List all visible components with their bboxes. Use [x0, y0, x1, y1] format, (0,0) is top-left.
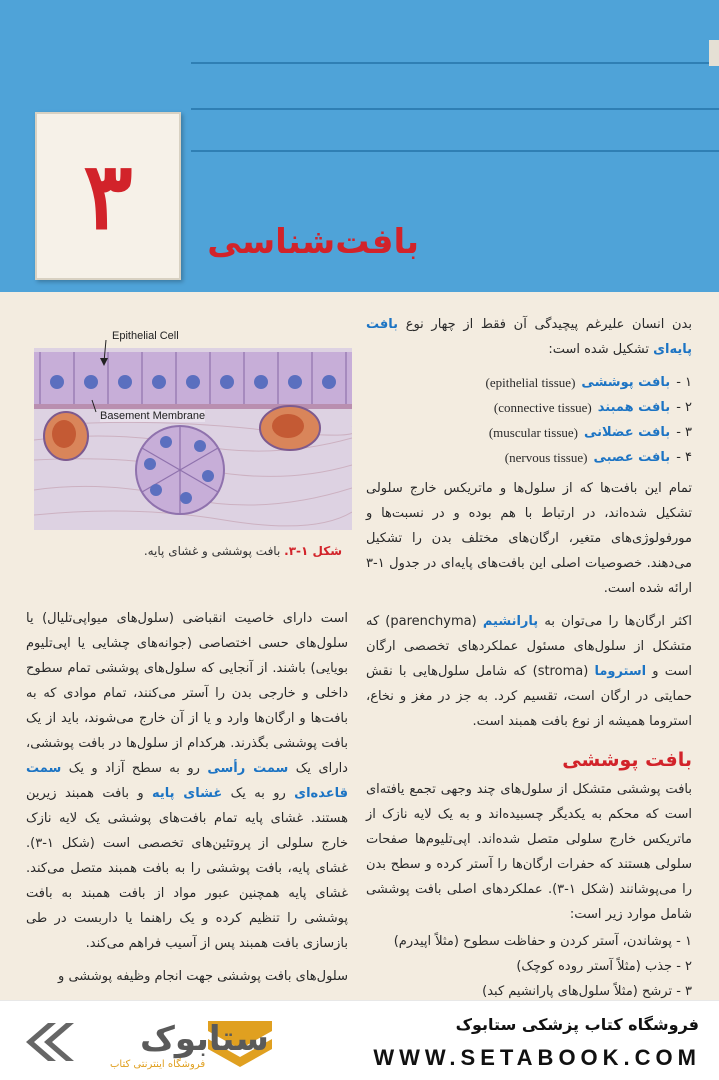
list-number: ۴ -	[676, 450, 692, 465]
tissue-latin: (epithelial tissue)	[485, 375, 576, 390]
tissue-list	[366, 370, 692, 470]
store-name: فروشگاه کتاب پزشکی ستابوک	[455, 1015, 699, 1034]
list-item	[366, 420, 692, 445]
function-list	[366, 929, 692, 1000]
section-heading: بافت پوششی	[562, 749, 692, 771]
term-basement-membrane: غشای پایه	[152, 786, 223, 801]
list-item: ۱ - پوشاندن، آستر کردن و حفاظت سطوح (مثلاً اپیدرم)	[393, 934, 692, 949]
left-column	[26, 606, 348, 997]
paragraph-text: اکثر ارگان‌ها را می‌توان به	[544, 614, 692, 629]
epithelium-paragraph: بافت پوششی متشکل از سلول‌های چند وجهی تجمع یافته‌ای است که محکم به یکدیگر چسبیده‌اند و به یک لایه نازک از ماتریکس خارج سلولی متصل شده‌اند. اپی‌تلیوم‌ها صفحات سلولی هستند که حفرات ارگان‌ها را آستر کرده و سطح بدن را می‌پوشانند (شکل ۱-۳). عملکردهای اصلی بافت پوششی شامل موارد زیر است:	[366, 782, 692, 922]
store-url[interactable]: WWW.SETABOOK.COM	[373, 1045, 701, 1070]
term-basal-side: سمت قاعده‌ای	[26, 761, 348, 801]
chapter-number: ۳	[83, 142, 133, 250]
epithelium-illustration	[34, 330, 352, 530]
tissue-latin: (nervous tissue)	[504, 450, 588, 465]
header-stripe	[191, 62, 719, 64]
figure-caption	[22, 544, 342, 558]
right-column	[366, 312, 692, 1000]
tissue-latin: (connective tissue)	[493, 400, 592, 415]
gland-acinus	[136, 426, 224, 514]
header-stripe	[191, 150, 719, 152]
chapter-header	[0, 0, 719, 292]
tissue-name: بافت پوششی	[581, 375, 671, 390]
term-parenchyma: پارانشیم	[482, 614, 539, 629]
list-number: ۲ -	[676, 400, 692, 415]
label-epithelial-cell: Epithelial Cell	[112, 330, 179, 342]
label-basement-membrane: Basement Membrane	[100, 410, 206, 422]
store-banner	[0, 1000, 719, 1080]
paragraph-text: و بافت همبند زیرین هستند. غشای پایه تمام بافت‌های پوششی یک لایه نازک خارج سلولی از پروتئین‌های تخصصی است (شکل ۱-۳). غشای پایه، بافت پوششی را به بافت همبند متصل می‌کند. غشای پایه همچنین عبور مواد از بافت همبند به بافت پوششی را تنظیم کرده و یک راهنما یا داربست در طی بازسازی بافت همبند پس از آسیب فراهم می‌کند.	[26, 786, 348, 951]
logo-subtitle: فروشگاه اینترنتی کتاب	[110, 1059, 206, 1070]
header-stripe	[191, 108, 719, 110]
figure-caption-text: بافت پوششی و غشای پایه.	[143, 544, 281, 558]
term-basic-tissue: بافت پایه‌ای	[366, 317, 692, 357]
chapter-number-box	[35, 112, 181, 280]
parenchyma-paragraph	[366, 609, 692, 734]
list-number: ۱ -	[676, 375, 692, 390]
term-apical-side: سمت رأسی	[207, 761, 289, 776]
intro-paragraph	[366, 312, 692, 362]
intro-text-end: تشکیل شده است:	[548, 342, 649, 357]
tissue-name: بافت عصبی	[593, 450, 671, 465]
figure-number: شکل ۱-۳.	[284, 544, 342, 558]
list-item	[366, 445, 692, 470]
chapter-title: بافت‌شناسی	[207, 222, 419, 262]
closing-paragraph: سلول‌های بافت پوششی جهت انجام وظیفه پوششی و	[58, 969, 348, 984]
paragraph-text: رو به یک	[230, 786, 286, 801]
tissue-name: بافت همبند	[597, 400, 671, 415]
tissue-name: بافت عضلانی	[584, 425, 671, 440]
intro-text: بدن انسان علیرغم پیچیدگی آن فقط از چهار نوع	[405, 317, 693, 332]
term-stroma: استروما	[594, 664, 647, 679]
epithelium-continued-paragraph	[26, 606, 348, 956]
paragraph-text: (stroma) که شامل سلول‌هایی با نقش حمایتی در ارگان است، تقسیم کرد. به جز در مغز و نخاع، استروما همیشه از نوع بافت همبند است.	[366, 664, 692, 729]
epithelium-figure	[34, 330, 352, 530]
epithelial-cell-row	[34, 352, 352, 404]
list-item	[366, 395, 692, 420]
list-item	[366, 370, 692, 395]
paragraph-text: (parenchyma) که متشکل از سلول‌های مسئول عملکردهای تخصصی ارگان است و	[366, 614, 692, 679]
list-item: ۳ - ترشح (مثلاً سلول‌های پارانشیم کبد)	[482, 984, 692, 999]
paragraph-text: است دارای خاصیت انقباضی (سلول‌های میواپی‌تلیال) یا سلول‌های حسی اختصاصی (جوانه‌های چشایی یا اپی‌تلیوم بویایی) باشند. از آنجایی که سلول‌های پوششی تمام سطوح داخلی و خارجی بدن را آستر می‌کنند، تمام موادی که به بافت‌ها و ارگان‌ها وارد و یا از آن خارج می‌شوند، باید از یک بافت پوششی بگذرند. هرکدام از سلول‌ها در بافت پوششی، دارای یک	[26, 611, 348, 776]
tissue-overview-paragraph: تمام این بافت‌ها که از سلول‌ها و ماتریکس خارج سلولی تشکیل شده‌اند، در ارتباط با هم بوده و در نسبت‌ها و مورفولوژی‌های متغیر، ارگان‌های مختلف بدن را تشکیل می‌دهند. خصوصیات اصلی این بافت‌های پایه‌ای در جدول ۱-۳ ارائه شده است.	[366, 481, 692, 596]
list-number: ۳ -	[676, 425, 692, 440]
store-logo[interactable]	[22, 1009, 282, 1075]
list-item: ۲ - جذب (مثلاً آستر روده کوچک)	[516, 959, 692, 974]
logo-text: ستابوک	[140, 1019, 269, 1059]
paragraph-text: رو به سطح آزاد و یک	[68, 761, 200, 776]
tissue-latin: (muscular tissue)	[488, 425, 579, 440]
page-tab-edge	[709, 40, 719, 66]
